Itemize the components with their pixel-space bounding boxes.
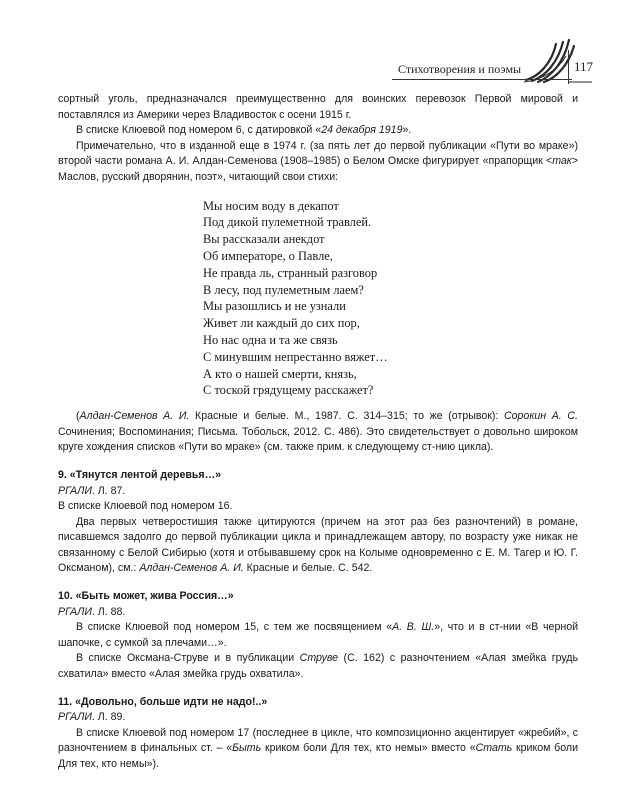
poem-line: В лесу, под пулеметным лаем?	[203, 282, 364, 297]
poem-line: Не правда ль, странный разговор	[203, 265, 378, 280]
paragraph: В списке Клюевой под номером 17 (последнее в цикле, что композиционно акцентирует «жребий», с разночтением в финальных ст. – «Быть криком боли Для тех, кто немы» вместо «Стать криком боли Для тех, кто немы»).	[58, 726, 578, 770]
poem-line: Под дикой пулеметной травлей.	[203, 215, 372, 230]
paragraph: Два первых четверостишия также цитируются (причем на этот раз без разночтений) в романе, писавшемся задолго до первой публикации цикла и принадлежащем автору, по возрасту уже никак не связанному с Белой Сибирью (хотя и отбывавшему срок на Колыме одновременно с Е. М. Тагер и Ю. Г. Оксманом), см.: Алдан-Семенов А. И. Красные и белые. С. 542.	[58, 515, 578, 575]
paragraph: Примечательно, что в изданной еще в 1974 г. (за пять лет до первой публикации «Пути во мраке») второй части романа А. И. Алдан-Семенова (1908–1985) о Белом Омске фигурирует «прапорщик <так> Маслов, русский дворянин, поэт», читающий свои стихи:	[58, 139, 578, 183]
poem-line: Живет ли каждый до сих пор,	[203, 316, 360, 331]
note-heading-9: 9. «Тянутся лентой деревья…»	[58, 468, 222, 481]
poem-line: Вы рассказали анекдот	[203, 232, 325, 247]
note-source: РГАЛИ. Л. 87.	[58, 484, 126, 497]
paragraph: В списке Клюевой под номером 16.	[58, 500, 233, 513]
poem-line: С тоской грядущему расскажет?	[203, 383, 374, 398]
page-number: 117	[574, 59, 594, 74]
note-heading-10: 10. «Быть может, жива Россия…»	[58, 590, 234, 603]
paragraph: В списке Оксмана-Струве и в публикации Струве (С. 162) с разночтением «Алая змейка грудь схватила» вместо «Алая змейка грудь охватила».	[58, 652, 578, 681]
poem-quote	[203, 198, 578, 400]
page-body	[58, 92, 578, 773]
poem-line: Мы носим воду в декапот	[203, 198, 339, 213]
poem-line: Мы разошлись и не узнали	[203, 299, 346, 314]
paragraph: В списке Клюевой под номером 15, с тем же посвящением «А. В. Ш.», что и в ст-нии «В черной шапочке, с сумкой за плечами…».	[58, 621, 579, 649]
note-heading-11: 11. «Довольно, больше идти не надо!..»	[58, 695, 268, 708]
header-rule	[392, 79, 572, 80]
note-source: РГАЛИ. Л. 88.	[58, 605, 126, 618]
paragraph: сортный уголь, предназначался преимущественно для воинских перевозок Первой мировой и поставлялся из Америки через Владивосток с осени 1915 г.	[58, 93, 578, 121]
poem-line: Но нас одна и та же связь	[203, 332, 338, 347]
poem-line: С минувшим непрестанно вяжет…	[203, 349, 388, 364]
poem-line: А кто о нашей смерти, князь,	[203, 366, 357, 381]
poem-line: Об императоре, о Павле,	[203, 248, 333, 263]
running-header-title: Стихотворения и поэмы	[398, 62, 522, 76]
note-source: РГАЛИ. Л. 89.	[58, 711, 126, 724]
paragraph: В списке Клюевой под номером 6, с датировкой «24 декабря 1919».	[76, 124, 412, 137]
source-citation: (Алдан-Семенов А. И. Красные и белые. М., 1987. С. 314–315; то же (отрывок): Сорокин А. С. Сочинения; Воспоминания; Письма. Тобольск, 2012. С. 486). Это свидетельствует о довольно широком круге хождения списков «Пути во мраке» (см. также прим. к следующему ст-нию цикла).	[58, 410, 578, 454]
